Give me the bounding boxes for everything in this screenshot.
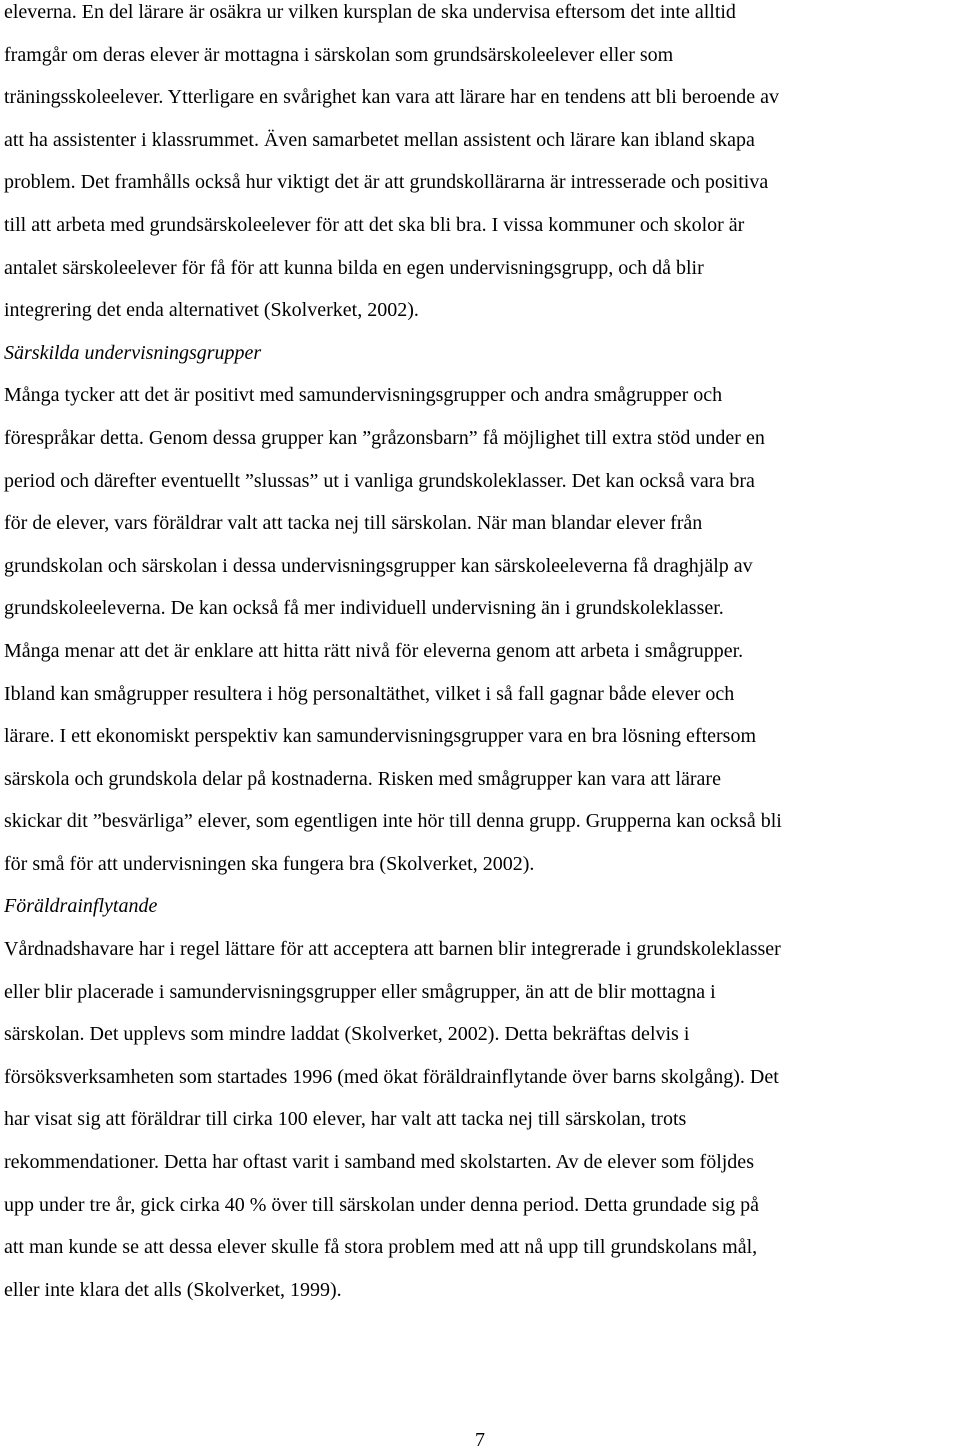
text-line: att ha assistenter i klassrummet. Även samarbetet mellan assistent och lärare kan ibland skapa [4, 128, 755, 151]
section-heading: Föräldrainflytande [4, 895, 158, 918]
text-line: rekommendationer. Detta har oftast varit i samband med skolstarten. Av de elever som följdes [4, 1151, 754, 1174]
text-line: problem. Det framhålls också hur viktigt det är att grundskollärarna är intresserade och positiva [4, 171, 769, 194]
text-line: särskola och grundskola delar på kostnaderna. Risken med smågrupper kan vara att lärare [4, 767, 721, 790]
text-line: grundskoleeleverna. De kan också få mer individuell undervisning än i grundskoleklasser. [4, 597, 724, 620]
text-line: träningsskoleelever. Ytterligare en svårighet kan vara att lärare har en tendens att bli beroende av [4, 86, 780, 109]
text-line: Många menar att det är enklare att hitta rätt nivå för eleverna genom att arbeta i smågrupper. [4, 639, 744, 662]
text-line: förespråkar detta. Genom dessa grupper kan ”gråzonsbarn” få möjlighet till extra stöd under en [4, 426, 765, 449]
text-line: Ibland kan smågrupper resultera i hög personaltäthet, vilket i så fall gagnar både elever och [4, 682, 735, 705]
text-line: period och därefter eventuellt ”slussas” ut i vanliga grundskoleklasser. Det kan också vara bra [4, 469, 755, 492]
text-line: upp under tre år, gick cirka 40 % över till särskolan under denna period. Detta grundade sig på [4, 1193, 760, 1216]
section-heading: Särskilda undervisningsgrupper [4, 341, 262, 364]
text-line: eller blir placerade i samundervisningsgrupper eller smågrupper, än att de blir mottagna i [4, 980, 716, 1003]
text-line: till att arbeta med grundsärskoleelever för att det ska bli bra. I vissa kommuner och skolor är [4, 213, 745, 236]
text-line: för de elever, vars föräldrar valt att tacka nej till särskolan. När man blandar elever från [4, 512, 703, 535]
text-line: lärare. I ett ekonomiskt perspektiv kan samundervisningsgrupper vara en bra lösning eftersom [4, 725, 757, 748]
text-line: eleverna. En del lärare är osäkra ur vilken kursplan de ska undervisa eftersom det inte alltid [4, 1, 736, 23]
text-line: eller inte klara det alls (Skolverket, 1999). [4, 1278, 342, 1301]
text-line: Vårdnadshavare har i regel lättare för att acceptera att barnen blir integrerade i grundskoleklasser [4, 938, 781, 961]
text-line: antalet särskoleelever för få för att kunna bilda en egen undervisningsgrupp, och då blir [4, 256, 704, 279]
text-line: skickar dit ”besvärliga” elever, som egentligen inte hör till denna grupp. Grupperna kan också bli [4, 810, 782, 833]
text-line: att man kunde se att dessa elever skulle få stora problem med att nå upp till grundskolans mål, [4, 1236, 758, 1259]
text-line: har visat sig att föräldrar till cirka 100 elever, har valt att tacka nej till särskolan, trots [4, 1108, 687, 1131]
text-line: integrering det enda alternativet (Skolverket, 2002). [4, 299, 419, 322]
text-line: framgår om deras elever är mottagna i särskolan som grundsärskoleelever eller som [4, 43, 674, 66]
document-page [4, 0, 956, 1311]
text-line: Många tycker att det är positivt med samundervisningsgrupper och andra smågrupper och [4, 384, 723, 407]
text-line: grundskolan och särskolan i dessa undervisningsgrupper kan särskoleeleverna få draghjälp av [4, 554, 753, 577]
text-line: särskolan. Det upplevs som mindre laddat (Skolverket, 2002). Detta bekräftas delvis i [4, 1023, 690, 1046]
page-number: 7 [475, 1429, 485, 1451]
text-line: för små för att undervisningen ska fungera bra (Skolverket, 2002). [4, 852, 535, 875]
text-line: försöksverksamheten som startades 1996 (med ökat föräldrainflytande över barns skolgång). Det [4, 1065, 779, 1088]
